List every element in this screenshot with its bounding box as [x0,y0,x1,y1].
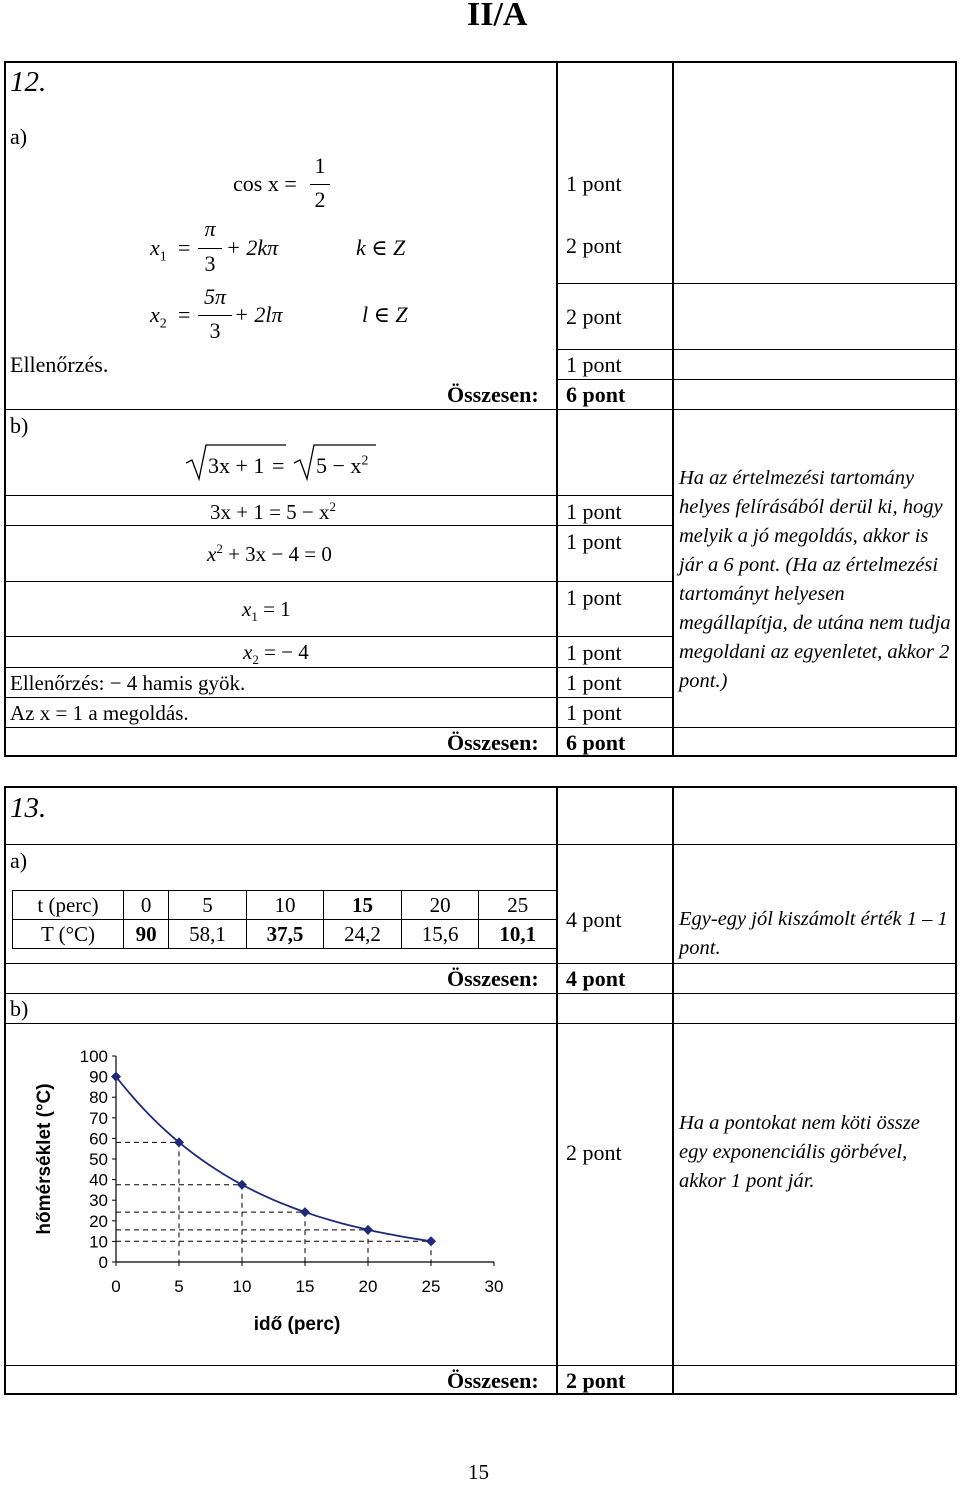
task13b-points: 2 pont [566,1140,622,1165]
task12b-note: Ha az értelmezési tartomány helyes felírásából derül ki, hogy melyik a jó megoldás, akkor is jár a 6 pont. (Ha az értelmezési tartományt helyesen megállapítja, de utána nem tudja megoldani az egyenletet, akkor 2 pont.) [679,467,951,692]
x1-num: π [204,216,216,241]
task13b-note: Ha a pontokat nem köti össze egy exponenciális görbével, akkor 1 pont jár. [679,1112,920,1192]
eq-cos-points: 1 pont [566,171,622,196]
root-rhs: $5 - x^2$ [316,453,369,478]
task13a-label: a) [10,848,28,873]
squared-equation: $3x + 1 = 5 - x^2$ [210,499,337,524]
y-tick-label: 80 [89,1088,108,1108]
x-tick-label: 30 [484,1277,504,1296]
task12b-check: Ellenőrzés: − 4 hamis gyök. [10,671,246,695]
x2-num: 5π [203,284,227,309]
task12b-answer-points: 1 pont [566,700,622,725]
x2-fracbar [198,315,232,316]
y-tick-label: 20 [89,1211,108,1231]
y-tick-label: 60 [89,1129,108,1149]
x-tick-label: 5 [174,1277,184,1296]
table-cell: 58,1 [169,920,247,949]
task12b-check-points: 1 pont [566,670,622,695]
x2-den: 3 [209,318,221,343]
page-number: 15 [468,1460,489,1484]
solution-1: $x_1 = 1$ [242,597,291,625]
table-cell: 15,6 [401,920,479,949]
y-tick-label: 90 [89,1067,108,1087]
quadratic-equation: $x^2 + 3x - 4 = 0$ [207,541,332,566]
table-cell: 10 [246,891,324,920]
table-row [13,920,557,949]
task13-number: 13. [10,792,47,824]
y-axis-label: hőmérséklet (°C) [34,1083,55,1235]
task13a-note: Egy-egy jól kiszámolt érték 1 – 1 pont. [679,908,948,959]
x-tick-label: 10 [232,1277,252,1296]
table-cell: 10,1 [479,920,557,949]
squared-points: 1 pont [566,499,622,524]
root-eq: = [272,453,285,478]
task12-number: 12. [10,66,47,98]
task12a-label: a) [10,124,28,149]
x-tick-label: 0 [111,1277,121,1296]
task12b-total-points: 6 pont [566,730,626,755]
table-cell: 5 [169,891,247,920]
task13a-total-label: Összesen: [447,966,539,991]
task12b-answer: Az x = 1 a megoldás. [10,701,189,725]
y-tick-label: 50 [89,1150,108,1169]
x1-rest: + 2kπ [226,235,279,260]
root-lhs: 3x + 1 [208,453,265,478]
temperature-chart [20,1030,540,1350]
data-point [237,1180,247,1190]
x2-points: 2 pont [566,304,622,329]
table-row [13,891,557,920]
table-cell: 20 [401,891,479,920]
y-tick-label: 40 [89,1170,108,1190]
eq-cos-den: 2 [314,187,326,212]
table-cell: 0 [124,891,169,920]
x1-eq: = [178,235,191,260]
eq-cos-num: 1 [314,153,326,178]
x1-den: 3 [204,251,216,276]
x-tick-label: 20 [358,1277,378,1296]
task13a-points: 4 pont [566,907,622,932]
eq-cos-fracbar [310,184,330,185]
table-cell: 15 [324,891,402,920]
solution-1-points: 1 pont [566,585,622,610]
task12a-total-label: Összesen: [447,382,539,407]
task13a-total-points: 4 pont [566,966,626,991]
table-cell: 25 [479,891,557,920]
x1-points: 2 pont [566,233,622,258]
task12b-label: b) [10,413,29,438]
task13b-label: b) [10,996,29,1021]
solution-2-points: 1 pont [566,640,622,665]
x1-fracbar [198,248,222,249]
y-tick-label: 10 [89,1232,108,1252]
solution-2: $x_2$ = − 4 [243,640,309,668]
task12a-check-points: 1 pont [566,352,622,377]
x1-lhs: $x_1$ [150,235,167,265]
x-axis-label: idő (perc) [253,1314,341,1335]
x2-eq: = [178,302,191,327]
x2-cond: l ∈ Z [362,302,408,327]
x-tick-label: 25 [421,1277,441,1296]
task12b-total-label: Összesen: [447,730,539,755]
task12a-check: Ellenőrzés. [10,352,109,377]
section-title: II/A [467,0,528,33]
x2-rest: + 2lπ [234,302,283,327]
table-header-time: t (perc) [13,891,124,920]
x-tick-label: 15 [295,1277,315,1296]
task13b-total-label: Összesen: [447,1368,539,1393]
task12a-total-points: 6 pont [566,382,626,407]
table-header-temp: T (°C) [13,920,124,949]
exponential-curve [116,1077,431,1242]
eq-cos-lhs: cos x = [233,171,297,196]
quadratic-points: 1 pont [566,529,622,554]
x1-cond: k ∈ Z [356,235,406,260]
x2-lhs: $x_2$ [150,302,167,332]
table-cell: 24,2 [324,920,402,949]
y-tick-label: 100 [79,1047,108,1066]
y-tick-label: 70 [89,1108,108,1128]
y-tick-label: 0 [98,1253,108,1272]
y-tick-label: 30 [89,1191,108,1211]
task13b-total-points: 2 pont [566,1368,626,1393]
table-cell: 37,5 [246,920,324,949]
table-cell: 90 [124,920,169,949]
data-point [426,1236,436,1246]
data-point [363,1225,373,1235]
data-point [300,1207,310,1217]
values-table [12,890,557,949]
